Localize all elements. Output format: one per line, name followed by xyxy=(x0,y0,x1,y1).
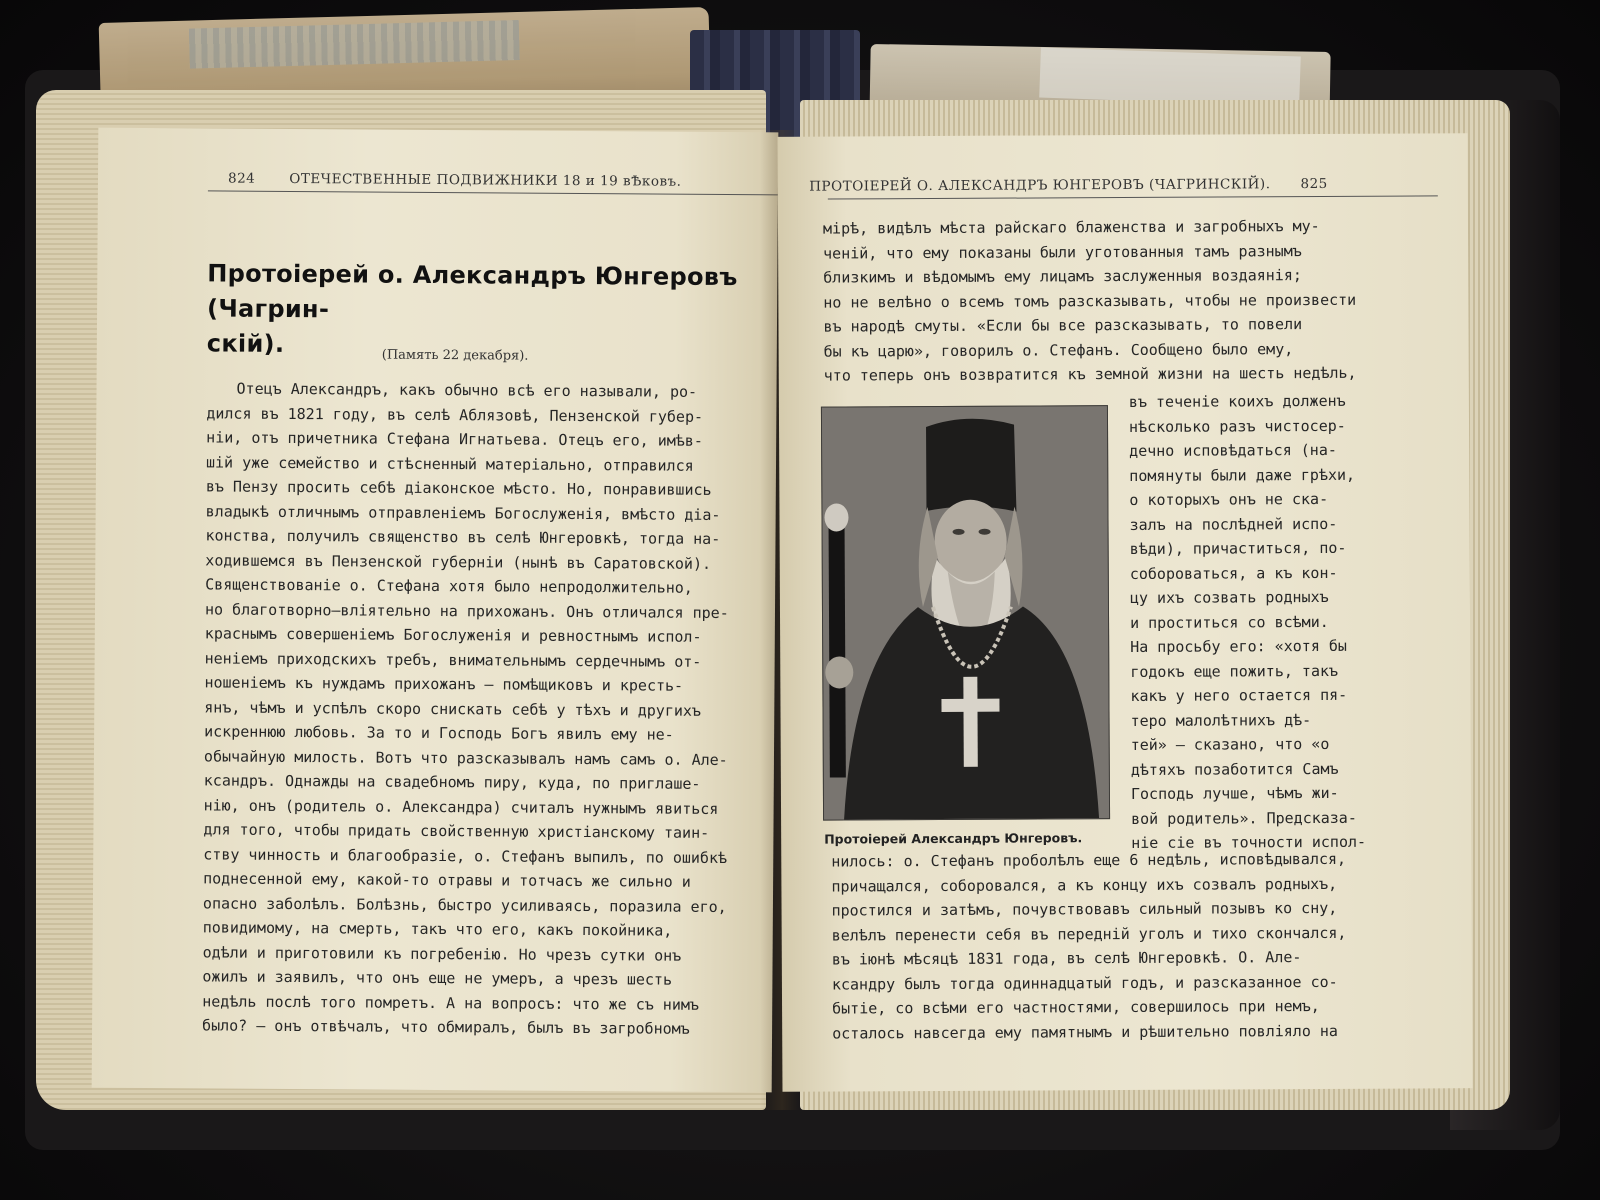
text-line: тей» — сказано, что «о xyxy=(1130,734,1330,754)
text-line: ходившемся въ Пензенской губерніи (нынѣ въ Саратовской). xyxy=(205,550,712,573)
text-line: Отецъ Александръ, какъ обычно всѣ его называли, ро- xyxy=(236,379,698,401)
text-line: дился въ 1821 году, въ селѣ Аблязовѣ, Пензенской губер- xyxy=(206,403,704,426)
text-line: вѣди), причаститься, по- xyxy=(1129,538,1347,558)
text-line: ксандру былъ тогда одиннадцатый годъ, и разсказанное со- xyxy=(831,972,1338,994)
text-line: и проститься со всѣми. xyxy=(1130,612,1329,632)
text-line: но не велѣно о всемъ томъ разсказывать, чтобы не произвести xyxy=(823,290,1357,312)
text-line: о которыхъ онъ не ска- xyxy=(1129,489,1329,509)
text-line: ству чинность и благообразіе, о. Стефанъ выпилъ, по ошибкѣ xyxy=(203,844,728,867)
text-line: мірѣ, видѣлъ мѣста райскаго блаженства и загробныхъ му- xyxy=(822,216,1320,238)
left-body-text xyxy=(202,376,730,1041)
text-line: шій уже семейство и стѣсненный матеріально, отправился xyxy=(205,452,694,475)
text-line: ніи, отъ причетника Стефана Игнатьева. Отецъ его, имѣв- xyxy=(206,428,703,450)
text-line: было? — онъ отвѣчалъ, что обмиралъ, былъ въ загробномъ xyxy=(202,1016,690,1038)
text-line: опасно заболѣлъ. Болѣзнь, быстро усиливаясь, поразила его, xyxy=(202,893,727,916)
text-line: цу ихъ созвать родныхъ xyxy=(1129,587,1329,607)
right-body-bottom xyxy=(831,847,1347,1046)
portrait-caption: Протоіерей Александръ Юнгеровъ. xyxy=(824,830,1083,847)
right-running-title: ПРОТОІЕРЕЙ О. АЛЕКСАНДРЪ ЮНГЕРОВЪ (ЧАГРИНСКІЙ). xyxy=(809,176,1271,195)
text-line: теро малолѣтнихъ дѣ- xyxy=(1130,710,1312,730)
text-line: обычайную милость. Вотъ что разсказывалъ намъ самъ о. Але- xyxy=(203,746,728,769)
text-line: вой родитель». Предсказа- xyxy=(1131,808,1357,828)
text-line: что теперь онъ возвратится къ земной жизни на шесть недѣль, xyxy=(823,363,1357,385)
text-line: дѣтяхъ позаботится Самъ xyxy=(1130,759,1339,779)
right-running-head xyxy=(809,176,1328,195)
right-body-top xyxy=(823,214,1357,388)
spine-pattern xyxy=(189,20,520,69)
text-line: владыкѣ отличнымъ отправленіемъ Богослуженія, вмѣсто діа- xyxy=(205,501,721,524)
memory-date-note: (Память 22 декабря). xyxy=(381,347,529,364)
text-line: недѣль послѣ того помретъ. А на вопросъ: что же съ нимъ xyxy=(202,991,700,1014)
text-line: ношеніемъ къ нуждамъ прихожанъ — помѣщиковъ и кресть- xyxy=(204,673,684,695)
text-line: нію, онъ (родитель о. Александра) считалъ нужнымъ явиться xyxy=(203,795,719,818)
text-line: ченій, что ему показаны были уготованныя тамъ разнымъ xyxy=(823,241,1302,263)
title-line: Протоіерей о. Александръ Юнгеровъ (Чагрин- xyxy=(207,259,738,324)
left-head-rule xyxy=(208,190,808,195)
text-line: искреннюю любовь. За то и Господь Богъ явилъ ему не- xyxy=(204,722,674,744)
text-line: бытіе, со всѣми его частностями, совершилось при немъ, xyxy=(832,996,1320,1018)
text-line: бы къ царю», говорилъ о. Стефанъ. Сообщено было ему, xyxy=(823,339,1294,361)
text-line: въ теченіе коихъ долженъ xyxy=(1128,391,1346,411)
title-line: скій). xyxy=(206,329,285,358)
text-line: причащался, соборовался, а къ концу ихъ созвалъ родныхъ, xyxy=(831,874,1338,896)
text-line: Господь лучше, чѣмъ жи- xyxy=(1130,783,1339,803)
text-line: простился и затѣмъ, почувствовавъ сильный позывъ ко сну, xyxy=(831,898,1338,920)
text-line: помянуты были даже грѣхи, xyxy=(1129,465,1356,485)
text-line: собороваться, а къ кон- xyxy=(1129,563,1338,583)
text-line: дечно исповѣдаться (на- xyxy=(1129,440,1337,460)
text-line: велѣлъ перенести себя въ передній уголъ и тихо скончался, xyxy=(831,923,1347,945)
text-line: въ іюнѣ мѣсяцѣ 1831 года, въ селѣ Юнгеровкѣ. О. Але- xyxy=(831,948,1302,969)
left-running-head xyxy=(228,171,818,191)
text-line: близкимъ и вѣдомымъ ему лицамъ заслуженныя воздаянія; xyxy=(823,266,1302,287)
text-line: ксандръ. Однажды на свадебномъ пиру, куда, по приглаше- xyxy=(203,771,701,793)
text-line: какъ у него остается пя- xyxy=(1130,685,1348,705)
text-line: въ народѣ смуты. «Если бы все разсказывать, то повели xyxy=(823,315,1303,336)
text-line: ожилъ и заявилъ, что онъ еще не умеръ, а чрезъ шесть xyxy=(202,967,673,989)
text-line: одѣли и приготовили къ погребенію. Но чрезъ сутки онъ xyxy=(202,942,682,965)
text-line: для того, чтобы придать свойственную христіанскому таин- xyxy=(203,820,710,842)
text-line: годокъ еще пожить, такъ xyxy=(1130,661,1339,681)
left-running-title: ОТЕЧЕСТВЕННЫЕ ПОДВИЖНИКИ 18 и 19 вѢковъ. xyxy=(289,170,682,190)
text-line: осталось навсегда ему памятнымъ и рѣшительно повліяло на xyxy=(832,1021,1338,1043)
left-page xyxy=(92,128,779,1093)
text-line: нилось: о. Стефанъ проболѣлъ еще 6 недѣль, исповѣдывался, xyxy=(831,849,1347,871)
right-head-rule xyxy=(828,195,1438,199)
right-body-side xyxy=(1129,389,1366,856)
text-line: На просьбу его: «хотя бы xyxy=(1130,636,1347,656)
text-line: поднесенной ему, какой-то отравы и тотчасъ же сильно и xyxy=(203,869,691,891)
text-line: но благотворно—вліятельно на прихожанъ. Онъ отличался пре- xyxy=(204,599,729,622)
right-page xyxy=(778,133,1473,1092)
text-line: залъ на послѣдней испо- xyxy=(1129,514,1338,534)
right-page-number: 825 xyxy=(1300,175,1328,193)
text-line: нѣсколько разъ чистосер- xyxy=(1128,416,1346,436)
text-line: Священствованіе о. Стефана хотя было непродолжительно, xyxy=(205,575,693,597)
text-line: неніемъ приходскихъ требъ, внимательнымъ сердечнымъ от- xyxy=(204,648,702,671)
left-page-number: 824 xyxy=(227,170,256,187)
portrait-illustration xyxy=(822,406,1109,819)
portrait-photo xyxy=(821,405,1110,820)
text-line: въ Пензу просить себѣ діаконское мѣсто. Но, понравившись xyxy=(205,477,712,499)
text-line: янъ, чѣмъ и успѣлъ скоро снискать себѣ у тѣхъ и другихъ xyxy=(204,697,702,720)
text-line: повидимому, на смерть, такъ что его, какъ покойника, xyxy=(202,918,673,940)
repair-tape xyxy=(1039,47,1301,106)
text-line: ніе сіе въ точности испол- xyxy=(1131,832,1367,852)
text-line: краснымъ совершеніемъ Богослуженія и ревностнымъ испол- xyxy=(204,624,702,646)
text-line: конства, получилъ священство въ селѣ Юнгеровкѣ, тогда на- xyxy=(205,526,721,548)
